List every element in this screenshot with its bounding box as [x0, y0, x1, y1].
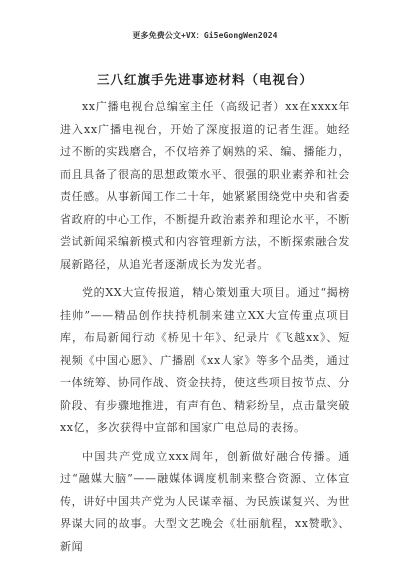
- document-title: 三八红旗手先进事迹材料（电视台）: [96, 72, 313, 87]
- header-note: 更多免费公文+VX：Gi5eGongWen2024: [132, 31, 278, 40]
- document-body: [60, 96, 350, 564]
- paragraph-1: xx广播电视台总编室主任（高级记者）xx在xxxx年进入xx广播电视台，开始了深度报道的记者生涯。她经过不断的实践磨合，不仅培养了娴熟的采、编、播能力，而且具备了很高的思想政策水平、很强的职业素养和社会责任感。从事新闻工作二十年，她紧紧围绕党中央和省委省政府的中心工作，不断提升政治素养和理论水平，不断尝试新闻采编新模式和内容管理新方法，不断探索融合发展新路径，从追光者逐渐成长为发光者。: [60, 100, 350, 271]
- paragraph-3: 中国共产党成立xxx周年，创新做好融合传播。通过“融媒大脑”——融媒体调度机制来整合资源、立体宣传，讲好中国共产党为人民谋幸福、为民族谋复兴、为世界谋大同的故事。大型文艺晚会《壮丽航程，xx赞歌》、新闻: [60, 449, 350, 553]
- paragraph-2: 党的XX大宣传报道，精心策划重大项目。通过“揭榜挂帅”——精品创作扶持机制来建立XX大宣传重点项目库，布局新闻行动《桥见十年》、纪录片《飞越xx》、短视频《中国心愿》、广播剧《xx人家》等多个品类，通过一体统筹、协同作战、资金扶持，使这些项目按节点、分阶段、有步骤地推进，有声有色、精彩纷呈，点击量突破xx亿，多次获得中宣部和国家广电总局的表扬。: [60, 286, 350, 434]
